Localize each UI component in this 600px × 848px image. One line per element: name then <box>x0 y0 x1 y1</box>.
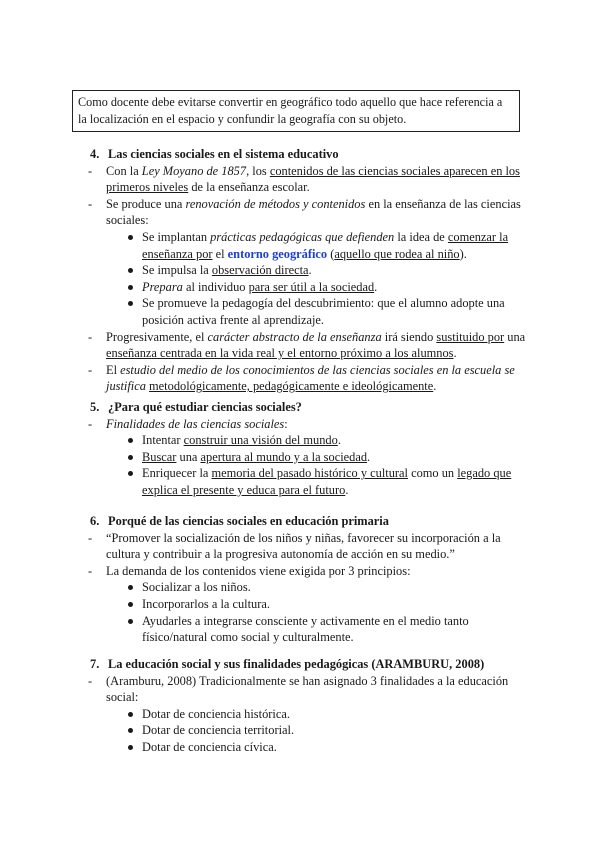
bullet-item <box>126 739 526 756</box>
text-run: La demanda de los contenidos viene exigida por 3 principios: <box>106 563 411 578</box>
text-run: Socializar a los niños. <box>142 580 251 595</box>
text-run: contenidos de las ciencias sociales aparecen en los primeros niveles <box>106 163 520 195</box>
text-run: Intentar <box>142 433 184 448</box>
text-run: : <box>284 416 288 431</box>
text-run: en la enseñanza de las ciencias sociales: <box>106 196 521 228</box>
bullet-item <box>126 295 526 328</box>
section-5 <box>88 399 528 499</box>
list-item <box>86 530 526 563</box>
text-run: Con la <box>106 163 142 178</box>
section-5-list <box>88 416 528 499</box>
text-run: carácter abstracto de la enseñanza <box>207 329 382 344</box>
bullet-item <box>126 432 526 449</box>
list-item <box>86 416 526 499</box>
text-run: irá siendo <box>381 329 437 344</box>
section-5-bullets <box>106 432 526 498</box>
text-run: metodológicamente, pedagógicamente e ideológicamente <box>149 379 434 394</box>
section-6-title <box>88 513 528 530</box>
list-item <box>86 673 526 756</box>
text-run: . <box>374 279 378 294</box>
text-run: Ayudarles a integrarse consciente y activamente en el medio tanto físico/natural como social y culturalmente. <box>142 613 469 645</box>
text-run: 5. <box>90 400 100 414</box>
text-run: sustituido por <box>436 329 505 344</box>
text-run: Se produce una <box>106 196 186 211</box>
text-run: Dotar de conciencia territorial. <box>142 723 295 738</box>
bullet-item <box>126 706 526 723</box>
text-run: Enriquecer la <box>142 466 212 481</box>
text-run: para ser útil a la sociedad <box>248 279 375 294</box>
text-run: Las ciencias sociales en el sistema educativo <box>108 147 339 161</box>
note-box <box>72 90 520 132</box>
list-item <box>86 196 526 329</box>
text-run: La educación social y sus finalidades pedagógicas (ARAMBURU, 2008) <box>108 657 485 671</box>
text-run: de la enseñanza escolar. <box>188 180 310 195</box>
text-run: . <box>345 482 349 497</box>
text-run: 6. <box>90 514 100 528</box>
text-run: como un <box>407 466 458 481</box>
text-run: apertura al mundo y a la sociedad <box>200 449 368 464</box>
text-run: comenzar la enseñanza por <box>142 229 509 261</box>
text-run: el <box>212 246 228 261</box>
bullet-item <box>126 262 526 279</box>
section-7 <box>88 656 528 756</box>
list-item <box>86 329 526 362</box>
bullet-item <box>126 579 526 596</box>
section-4-title <box>88 146 528 163</box>
section-6-list <box>88 530 528 646</box>
text-run: una <box>176 449 201 464</box>
text-run: entorno geográfico <box>227 246 328 261</box>
text-run: . <box>433 379 437 394</box>
list-item <box>86 563 526 646</box>
section-4-list <box>88 163 528 395</box>
text-run: estudio del medio de los conocimientos de las ciencias sociales en la escuela se justifica <box>106 362 515 394</box>
text-run: (Aramburu, 2008) Tradicionalmente se han asignado 3 finalidades a la educación social: <box>106 673 509 705</box>
bullet-item <box>126 596 526 613</box>
text-run: . <box>453 346 457 361</box>
section-4-bullets <box>106 229 526 329</box>
bullet-item <box>126 229 526 262</box>
bullet-item <box>126 465 526 498</box>
text-run: Incorporarlos a la cultura. <box>142 596 270 611</box>
note-text: Como docente debe evitarse convertir en geográfico todo aquello que hace referencia a la localización en el espacio y confundir la geografía con su objeto. <box>78 95 503 126</box>
text-run: al individuo <box>182 279 249 294</box>
text-run: Se promueve la pedagogía del descubrimiento: que el alumno adopte una posición activa frente al aprendizaje. <box>142 296 505 327</box>
text-run: observación directa <box>211 263 309 278</box>
text-run: “Promover la socialización de los niños y niñas, favorecer su incorporación a la cultura y contribuir a la progresiva autonomía de acción en su medio.” <box>106 530 501 562</box>
text-run: Se impulsa la <box>142 263 212 278</box>
text-run: legado que explica el presente y educa para el futuro <box>142 466 512 497</box>
text-run: Dotar de conciencia cívica. <box>142 739 277 754</box>
text-run: Buscar <box>142 449 177 464</box>
text-run: 7. <box>90 657 100 671</box>
section-7-list <box>88 673 528 756</box>
text-run: 4. <box>90 147 100 161</box>
section-6-bullets <box>106 579 526 645</box>
text-run: la idea de <box>394 229 448 244</box>
text-run: Finalidades de las ciencias sociales <box>106 416 285 431</box>
text-run: aquello que rodea al niño <box>334 246 460 261</box>
text-run: Dotar de conciencia histórica. <box>142 706 290 721</box>
section-7-title <box>88 656 528 673</box>
text-run: El <box>106 362 121 377</box>
text-run: prácticas pedagógicas que defienden <box>210 229 395 244</box>
text-run: memoria del pasado histórico y cultural <box>211 466 408 481</box>
bullet-item <box>126 613 526 646</box>
text-run: Se implantan <box>142 229 211 244</box>
text-run: enseñanza centrada en la vida real y el entorno próximo a los alumnos <box>106 346 454 361</box>
list-item <box>86 163 526 196</box>
text-run: renovación de métodos y contenidos <box>185 196 366 211</box>
bullet-item <box>126 722 526 739</box>
text-run: Porqué de las ciencias sociales en educación primaria <box>108 514 389 528</box>
text-run: . <box>337 433 341 448</box>
text-run: Prepara <box>142 279 183 294</box>
text-run: , los <box>246 163 270 178</box>
bullet-item <box>126 279 526 296</box>
text-run: ( <box>327 246 335 261</box>
bullet-item <box>126 449 526 466</box>
text-run: Progresivamente, el <box>106 329 208 344</box>
text-run: . <box>308 263 312 278</box>
section-5-title <box>88 399 528 416</box>
list-item <box>86 362 526 395</box>
text-run: ). <box>459 246 467 261</box>
text-run: Ley Moyano de 1857 <box>141 163 247 178</box>
text-run: construir una visión del mundo <box>183 433 338 448</box>
section-7-bullets <box>106 706 526 756</box>
section-6 <box>88 513 528 646</box>
text-run: una <box>504 329 526 344</box>
text-run: . <box>367 449 371 464</box>
text-run: ¿Para qué estudiar ciencias sociales? <box>108 400 302 414</box>
section-4 <box>88 146 528 395</box>
